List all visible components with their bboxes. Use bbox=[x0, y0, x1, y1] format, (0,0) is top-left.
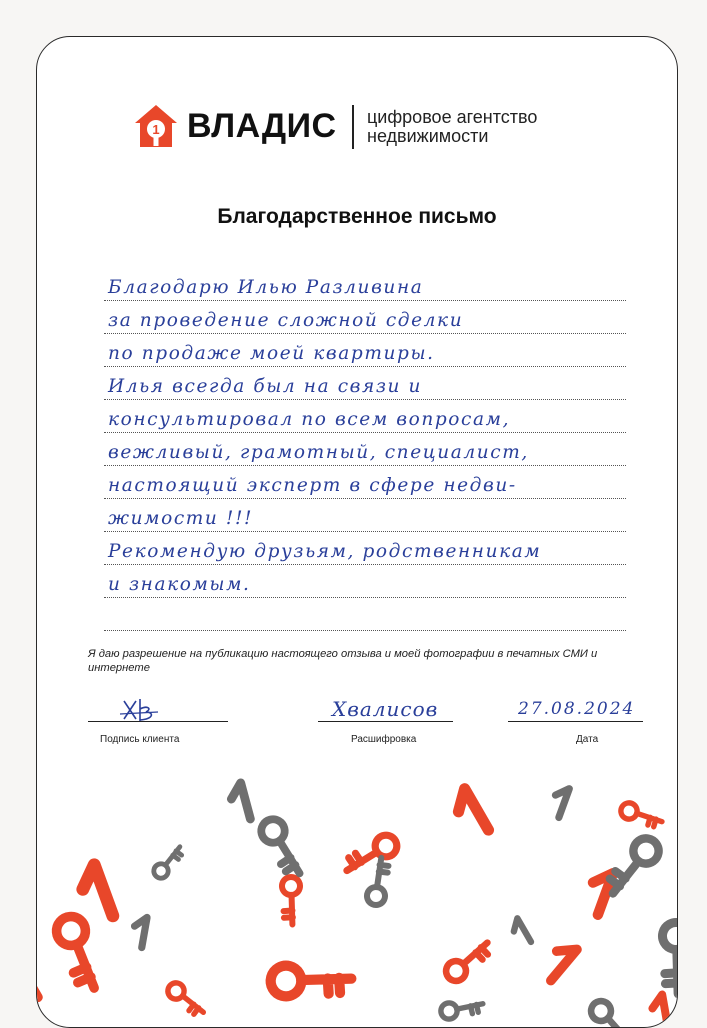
handwritten-text: консультировал по всем вопросам, bbox=[108, 409, 511, 430]
handwritten-line bbox=[104, 400, 626, 433]
handwritten-text: жимости !!! bbox=[108, 508, 254, 529]
letter-card bbox=[36, 36, 678, 1028]
tagline-line-2: недвижимости bbox=[367, 126, 489, 146]
handwritten-lines bbox=[104, 268, 626, 631]
handwritten-line bbox=[104, 301, 626, 334]
handwritten-line bbox=[104, 268, 626, 301]
handwritten-text: Благодарю Илью Разливина bbox=[108, 277, 424, 298]
handwritten-line bbox=[104, 598, 626, 631]
date-field bbox=[508, 697, 648, 757]
logo-divider bbox=[352, 105, 354, 149]
handwritten-text: Рекомендую друзьям, родственникам bbox=[108, 541, 542, 562]
date-value: 27.08.2024 bbox=[518, 699, 636, 719]
tagline-line-1: цифровое агентство bbox=[367, 107, 538, 127]
client-signature-line bbox=[88, 721, 228, 722]
handwritten-line bbox=[104, 532, 626, 565]
letter-title: Благодарственное письмо bbox=[217, 205, 497, 228]
date-line bbox=[508, 721, 643, 722]
handwritten-line bbox=[104, 565, 626, 598]
handwritten-line bbox=[104, 499, 626, 532]
transcript-signature: Хвалисов bbox=[332, 697, 439, 721]
signature-row bbox=[88, 697, 648, 757]
transcript-caption: Расшифровка bbox=[351, 734, 417, 745]
handwritten-text: и знакомым. bbox=[108, 574, 251, 595]
handwritten-line bbox=[104, 367, 626, 400]
handwritten-text: по продаже моей квартиры. bbox=[108, 343, 435, 364]
handwritten-line bbox=[104, 433, 626, 466]
brand-tagline bbox=[367, 108, 537, 146]
handwritten-text: за проведение сложной сделки bbox=[108, 310, 464, 331]
house-key-logo-icon bbox=[133, 103, 179, 149]
svg-text:1: 1 bbox=[152, 122, 160, 137]
handwritten-line bbox=[104, 466, 626, 499]
handwritten-line bbox=[104, 334, 626, 367]
brand-logo bbox=[133, 103, 613, 163]
handwritten-text: Илья всегда был на связи и bbox=[108, 376, 423, 397]
scattered-keys-icon bbox=[36, 761, 678, 1028]
publication-consent: Я даю разрешение на публикацию настоящего отзыва и моей фотографии в печатных СМИ и интернете bbox=[88, 648, 598, 674]
handwritten-text: настоящий эксперт в сфере недви- bbox=[108, 475, 517, 496]
handwritten-text: вежливый, грамотный, специалист, bbox=[108, 442, 529, 463]
date-caption: Дата bbox=[576, 734, 599, 745]
transcript-line bbox=[318, 721, 453, 722]
transcript-field bbox=[318, 697, 468, 757]
client-signature-field bbox=[88, 697, 238, 757]
brand-name: ВЛАДИС bbox=[187, 107, 337, 145]
client-signature-caption: Подпись клиента bbox=[100, 734, 180, 745]
